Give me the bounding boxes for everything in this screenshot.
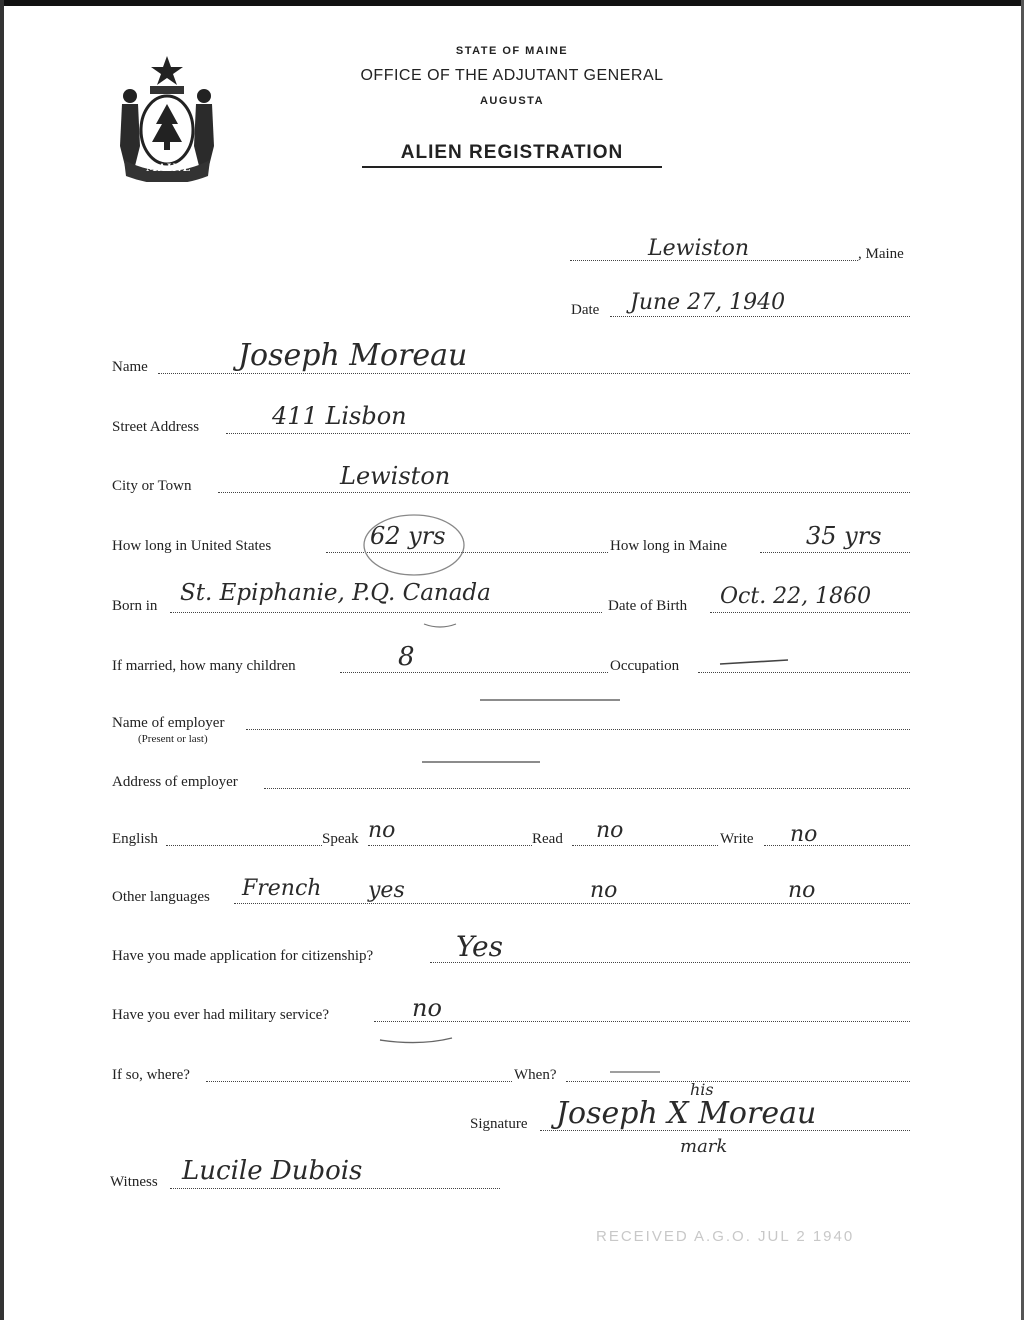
employer-address-line [264, 788, 910, 789]
date-line [610, 316, 910, 317]
read-line [572, 845, 718, 846]
occupation-label: Occupation [610, 658, 680, 674]
when-label: When? [514, 1067, 557, 1083]
read-label: Read [532, 831, 563, 847]
street-label: Street Address [112, 419, 200, 435]
where-label: If so, where? [112, 1067, 190, 1083]
other-languages-label: Other languages [112, 889, 210, 905]
other-write-value: no [788, 878, 816, 903]
dob-value: Oct. 22, 1860 [720, 584, 872, 609]
street-line [226, 433, 910, 434]
received-stamp: RECEIVED A.G.O. JUL 2 1940 [596, 1228, 855, 1245]
city-label: City or Town [112, 478, 192, 494]
form-title: ALIEN REGISTRATION [362, 142, 662, 168]
us-duration-value: 62 yrs [370, 522, 446, 550]
children-label: If married, how many children [112, 658, 296, 674]
citizenship-label: Have you made application for citizenship? [112, 948, 374, 964]
write-line [764, 845, 910, 846]
born-label: Born in [112, 598, 158, 614]
maine-duration-value: 35 yrs [806, 522, 882, 550]
witness-value: Lucile Dubois [182, 1156, 363, 1186]
citizenship-value: Yes [456, 930, 503, 963]
other-languages-line [234, 903, 910, 904]
scan-border-left [0, 0, 4, 1320]
other-speak-value: yes [368, 878, 405, 903]
city-value: Lewiston [340, 462, 451, 490]
place-value: Lewiston [648, 236, 750, 261]
speak-line [368, 845, 532, 846]
other-read-value: no [590, 878, 618, 903]
children-line [340, 672, 608, 673]
scan-border-top [0, 0, 1024, 6]
name-value: Joseph Moreau [238, 338, 468, 373]
where-line [206, 1081, 512, 1082]
write-value: no [790, 822, 818, 847]
date-label: Date [571, 302, 600, 318]
witness-line [170, 1188, 500, 1189]
witness-label: Witness [110, 1174, 158, 1190]
maine-duration-line [760, 552, 910, 553]
occupation-line [698, 672, 910, 673]
place-suffix: , Maine [858, 246, 904, 262]
employer-address-label: Address of employer [112, 774, 238, 790]
employer-label: Name of employer [112, 715, 225, 731]
employer-sublabel: (Present or last) [138, 733, 208, 745]
other-languages-value: French [242, 876, 322, 901]
speak-label: Speak [322, 831, 359, 847]
when-line [566, 1081, 910, 1082]
date-value: June 27, 1940 [630, 290, 786, 315]
street-value: 411 Lisbon [272, 402, 407, 430]
write-label: Write [720, 831, 754, 847]
header-office: OFFICE OF THE ADJUTANT GENERAL [360, 67, 664, 84]
read-value: no [596, 818, 624, 843]
military-line [374, 1021, 910, 1022]
military-value: no [412, 994, 442, 1022]
signature-mark-note: mark [680, 1136, 728, 1157]
speak-value: no [368, 818, 396, 843]
dob-label: Date of Birth [608, 598, 688, 614]
city-line [218, 492, 910, 493]
english-label: English [112, 831, 158, 847]
seal-banner-text: MAINE [146, 163, 192, 174]
us-duration-label: How long in United States [112, 538, 272, 554]
name-line [158, 373, 910, 374]
header-state: STATE OF MAINE [455, 45, 569, 57]
maine-duration-label: How long in Maine [610, 538, 728, 554]
employer-line [246, 729, 910, 730]
english-line [166, 845, 322, 846]
signature-value: Joseph X Moreau [556, 1096, 817, 1131]
name-label: Name [112, 359, 148, 375]
signature-label: Signature [470, 1116, 528, 1132]
us-duration-line [326, 552, 608, 553]
signature-his-note: his [690, 1080, 714, 1099]
children-value: 8 [398, 642, 415, 672]
header-city: AUGUSTA [479, 95, 545, 107]
military-label: Have you ever had military service? [112, 1007, 329, 1023]
born-value: St. Epiphanie, P.Q. Canada [180, 580, 491, 606]
born-line [170, 612, 602, 613]
dob-line [710, 612, 910, 613]
